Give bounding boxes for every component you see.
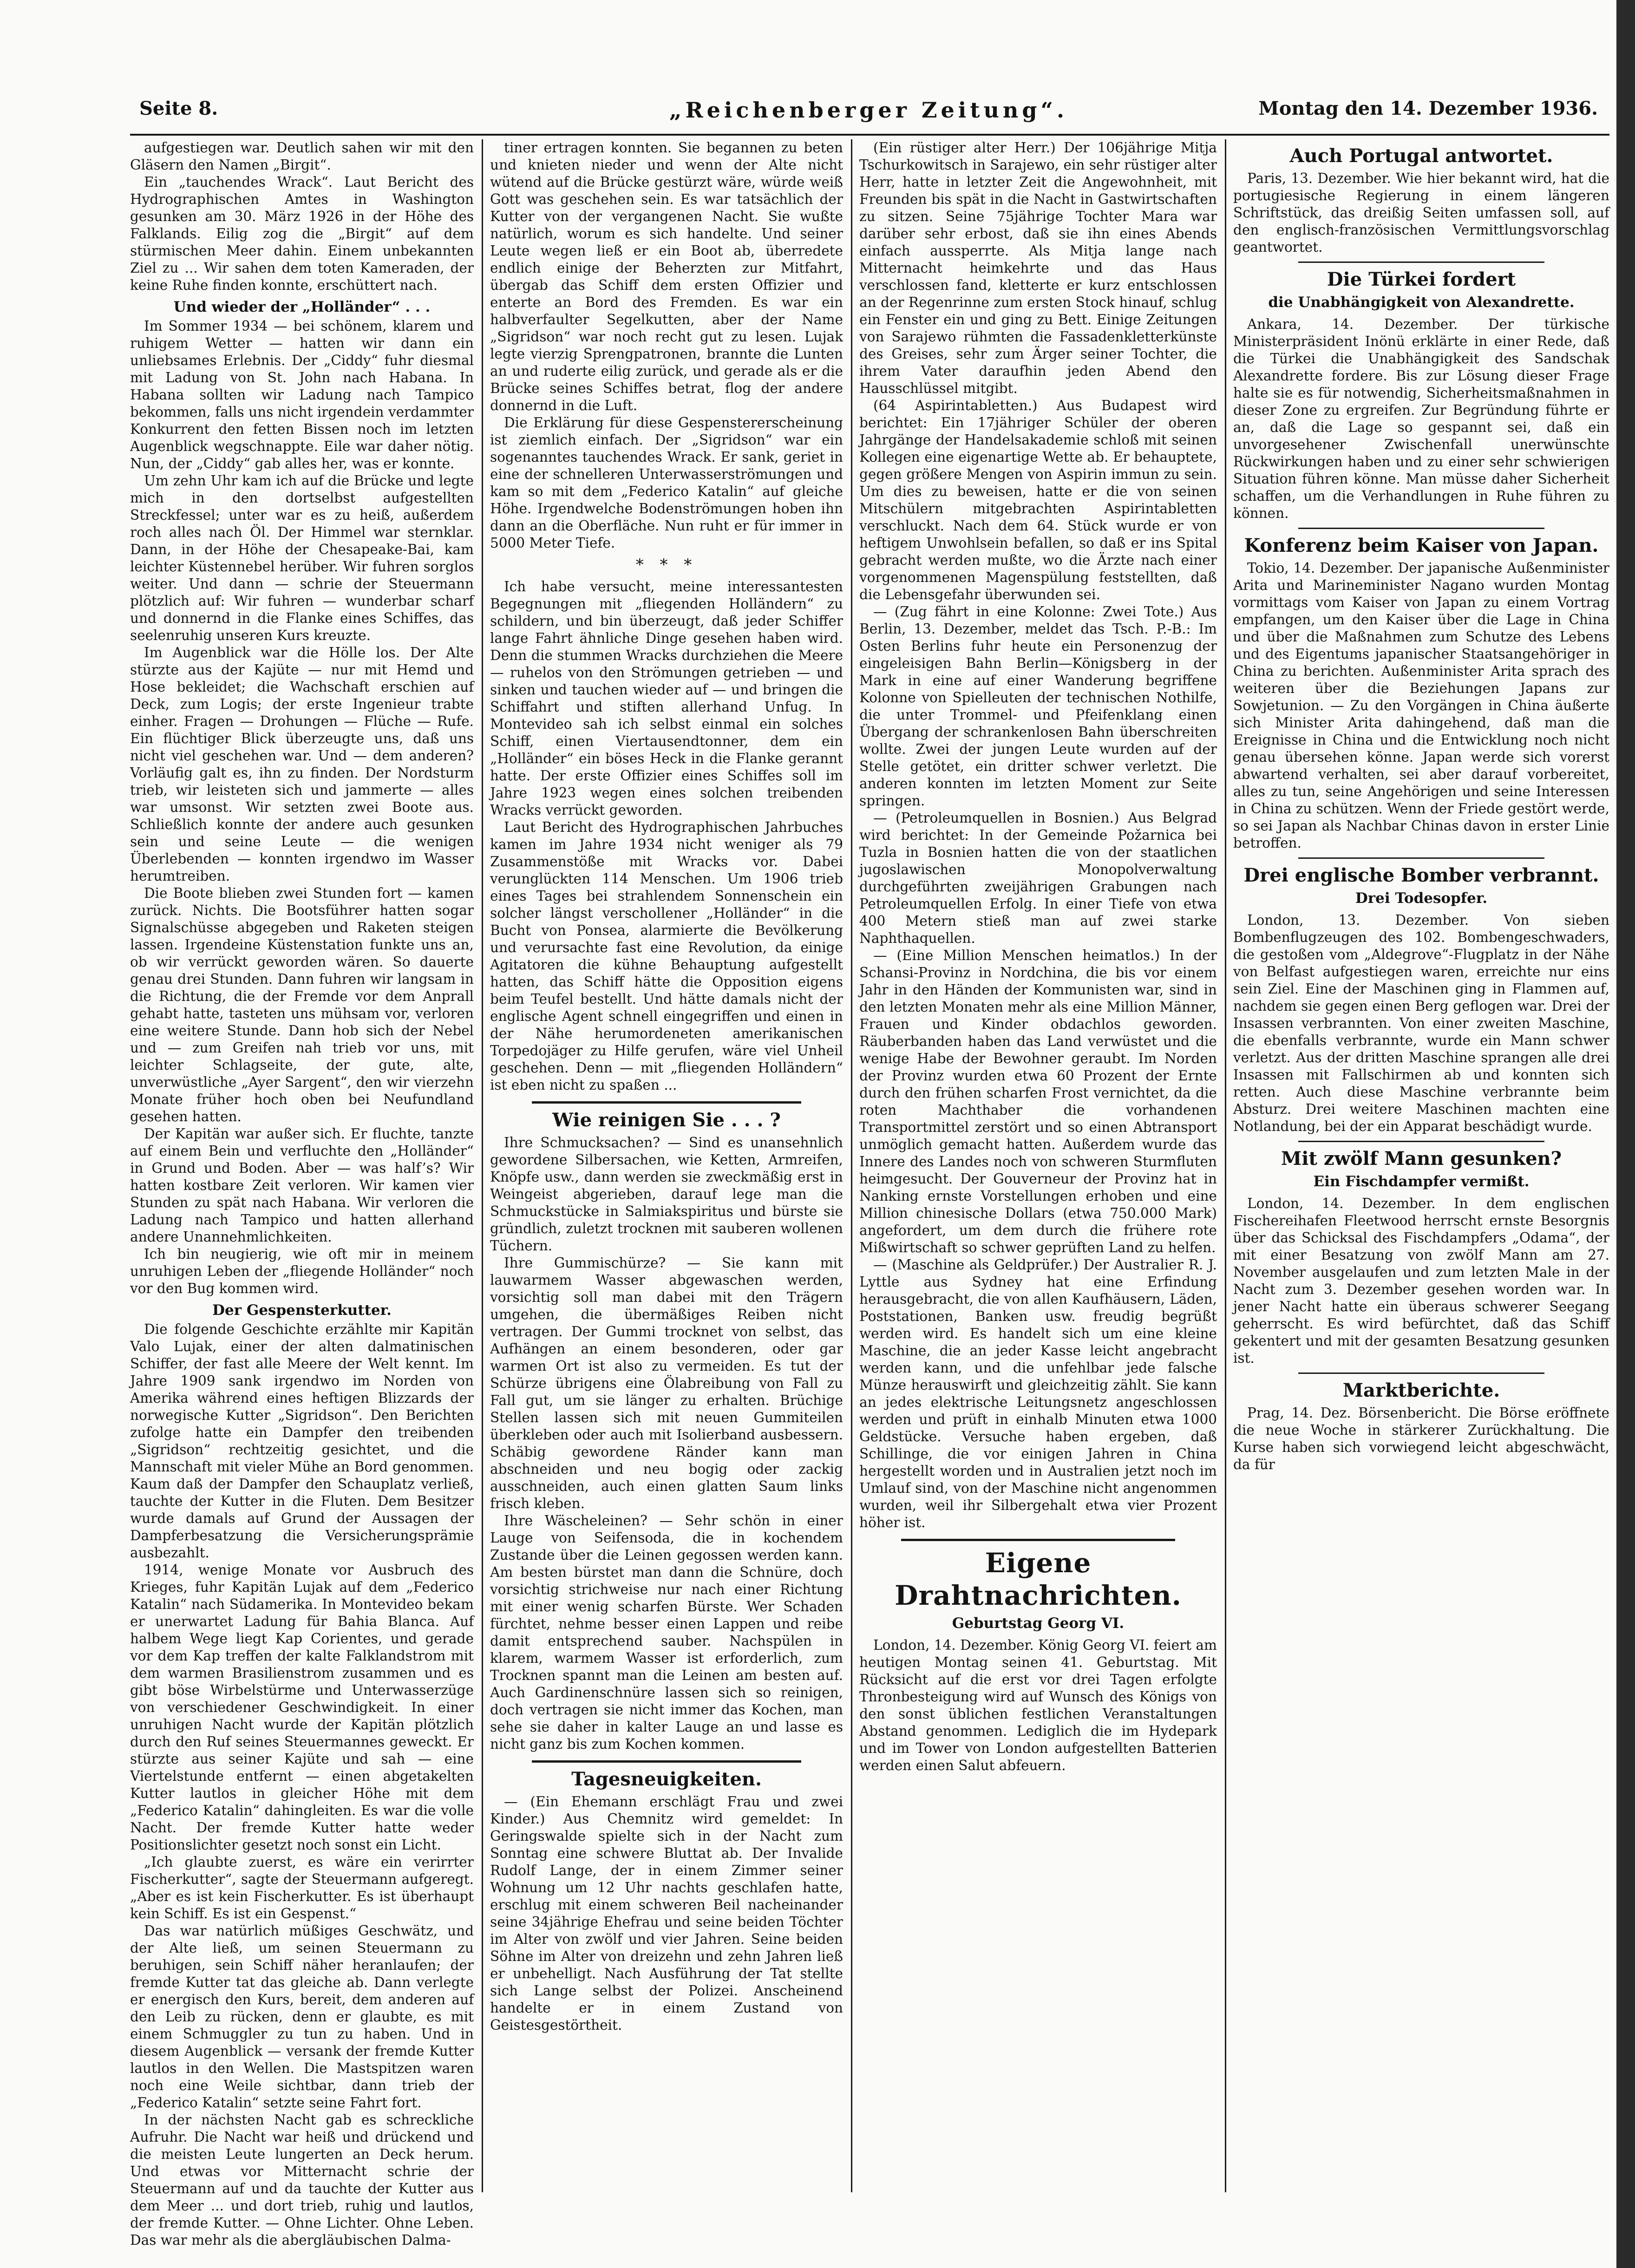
article-paragraph: Ein „tauchendes Wrack“. Laut Bericht des Hydrographischen Amtes in Washington gesunken am 30. März 1926 in der Höhe des Falklands. Eilig zog die „Birgit“ auf dem stürmischen Meer dahin. Einem unbekannten Ziel zu ... Wir sahen dem toten Kameraden, der keine Ruhe finden konnte, erschüttert nach. [130, 174, 474, 293]
article-paragraph: Paris, 13. Dezember. Wie hier bekannt wird, hat die portugiesische Regierung in einem längeren Schriftstück, das dreißig Seiten umfassen soll, auf den englisch-französischen Vermittlungsvorschlag geantwortet. [1233, 170, 1609, 255]
article-paragraph: Die folgende Geschichte erzählte mir Kapitän Valo Lujak, einer der alten dalmatinischen Schiffer, der fast alle Meere der Welt kennt. Im Jahre 1909 sank irgendwo im Norden von Amerika während eines heftigen Blizzards der norwegische Kutter „Sigridson“. Den Berichten zufolge hatte ein Dampfer den treibenden „Sigridson“ rechtzeitig gesichtet, und die Mannschaft mit vieler Mühe an Bord genommen. Kaum daß der Dampfer den Schauplatz verließ, tauchte der Kutter in die Fluten. Dem Besitzer wurde damals auf Grund der Aussagen der Dampferbesatzung die Versicherungsprämie ausbezahlt. [130, 1321, 474, 1561]
article-paragraph: Prag, 14. Dez. Börsenbericht. Die Börse eröffnete die neue Woche in stärkerer Zurückhaltung. Die Kurse haben sich vorwiegend leicht abgeschwächt, da für [1233, 1405, 1609, 1472]
article-separator [532, 1760, 801, 1763]
article-headline: Tagesneuigkeiten. [571, 1768, 762, 1790]
column-divider [1225, 139, 1226, 2192]
article-separator [1298, 261, 1544, 263]
article-paragraph: Ihre Gummischürze? — Sie kann mit lauwarmem Wasser abgewaschen werden, vorsichtig soll man dabei mit den Trägern umgehen, die übermäßiges Reiben nicht vertragen. Der Gummi trocknet von selbst, das Aufhängen an einem besonderen, oder gar warmen Ort ist also zu vermeiden. Es tut der Schürze übrigens eine Ölabreibung von Fall zu Fall gut, um sie länger zu erhalten. Brüchige Stellen lassen sich mit neuen Gummiteilen überkleben oder auch mit Isolierband ausbessern. Schäbig gewordene Ränder kann man abschneiden und neu bogig oder zackig ausschneiden, auch einen glatten Saum links frisch kleben. [490, 1255, 843, 1511]
page-number: Seite 8. [139, 98, 218, 119]
article-paragraph: — (Zug fährt in eine Kolonne: Zwei Tote.) Aus Berlin, 13. Dezember, meldet das Tsch. P.-B.: Im Osten Berlins fuhr heute ein Personenzug der eingeleisigen Bahn Berlin—Königsberg in der Mark in eine auf einer Wanderung begriffene Kolonne von Spielleuten der technischen Nothilfe, die unter Trommel- und Pfeifenklang einen Übergang der schrankenlosen Bahn überschreiten wollte. Zwei der jungen Leute wurden auf der Stelle getötet, ein dritter schwer verletzt. Die anderen konnten im letzten Moment zur Seite springen. [859, 604, 1217, 809]
article-paragraph: (64 Aspirintabletten.) Aus Budapest wird berichtet: Ein 17jähriger Schüler der oberen Jahrgänge der Handelsakademie schloß mit seinen Kollegen eine eigenartige Wette ab. Er behauptete, gegen größere Mengen von Aspirin immun zu sein. Um dies zu beweisen, hatte er die von seinen Mitschülern mitgebrachten Aspirintabletten verschluckt. Nach dem 64. Stück wurde er von heftigem Unwohlsein befallen, so daß er ins Spital gebracht werden mußte, wo die Ärzte nach einer vorgenommenen Magenspülung feststellten, daß die Lebensgefahr überwunden sei. [859, 398, 1217, 602]
article-paragraph: — (Eine Million Menschen heimatlos.) In der Schansi-Provinz in Nordchina, die bis vor einem Jahr in den Händen der Kommunisten war, sind in den letzten Monaten mehr als eine Million Männer, Frauen und Kinder obdachlos geworden. Räuberbanden haben das Land verwüstet und die wenige Habe der Bewohner geraubt. Im Norden der Provinz wurden etwa 60 Prozent der Ernte durch den frühen scharfen Frost vernichtet, da die roten Machthaber die vorhandenen Transportmittel zerstört und so einen Abtransport unmöglich gemacht hatten. Außerdem wurde das Innere des Landes noch von schweren Sturmfluten heimgesucht. Der Gouverneur der Provinz hat in Nanking ernste Vorstellungen erhoben und eine Million chinesische Dollars (etwa 750.000 Mark) angefordert, um dem durch die frühere rote Mißwirtschaft so schwer geprüften Land zu helfen. [859, 948, 1217, 1255]
article-headline: Die Türkei fordert [1327, 268, 1516, 290]
header-rule [130, 134, 1609, 136]
article-paragraph: Ich habe versucht, meine interessantesten Begegnungen mit „fliegenden Holländern“ zu schildern, und bin überzeugt, daß jeder Schiffer lange Fahrt ähnliche Dinge gesehen haben wird. Denn die stummen Wracks durchziehen die Meere — ruhelos von den Strömungen getrieben — und sinken und tauchen wieder auf — und bringen die Schiffahrt und stiften allerhand Unfug. In Montevideo sah ich selbst einmal ein solches Schiff, einen Viertausendtonner, dem ein „Holländer“ ein böses Heck in die Flanke gerannt hatte. Der erste Offizier eines Schiffes soll im Jahre 1923 wegen eines solchen treibenden Wracks verrückt geworden. [490, 579, 843, 818]
article-paragraph: Im Augenblick war die Hölle los. Der Alte stürzte aus der Kajüte — nur mit Hemd und Hose bekleidet; die Wachschaft erschien auf Deck, zum Logis; der erste Ingenieur trabte einher. Fragen — Drohungen — Flüche — Rufe. Ein flüchtiger Blick überzeugte uns, daß uns nicht viel geschehen war. Und — dem anderen? Vorläufig galt es, ihn zu finden. Der Nordsturm trieb, wir leisteten sich und jammerte — alles war umsonst. Wir setzten zwei Boote aus. Schließlich konnte der andere auch gesunken sein und seine Leute — die wenigen Überlebenden — konnten irgendwo im Wasser herumtreiben. [130, 645, 474, 884]
article-separator [1298, 1373, 1544, 1374]
article-headline: Marktberichte. [1342, 1379, 1500, 1401]
column-2 [490, 139, 843, 2192]
article-paragraph: aufgestiegen war. Deutlich sahen wir mit den Gläsern den Namen „Birgit“. [130, 140, 474, 173]
issue-date: Montag den 14. Dezember 1936. [1258, 98, 1598, 119]
section-divider-stars: * * * [635, 556, 698, 574]
page-header [139, 98, 1598, 130]
article-paragraph: London, 14. Dezember. König Georg VI. feiert am heutigen Montag seinen 41. Geburtstag. Mit Rücksicht auf die erst vor drei Tagen erfolgte Thronbesteigung wird auf Wunsch des Königs von den sonst üblichen festlichen Veranstaltungen Abstand genommen. Lediglich die im Hydepark und im Tower von London aufgestellten Batterien werden einen Salut abfeuern. [859, 1637, 1217, 1773]
article-paragraph: Ich bin neugierig, wie oft mir in meinem unruhigen Leben der „fliegende Holländer“ noch vor den Bug kommen wird. [130, 1246, 474, 1296]
article-headline: Auch Portugal antwortet. [1289, 145, 1553, 167]
article-subheadline: die Unabhängigkeit von Alexandrette. [1268, 294, 1575, 311]
column-divider [482, 139, 483, 2192]
newspaper-name: „Reichenberger Zeitung“. [669, 98, 1068, 123]
article-paragraph: Das war natürlich müßiges Geschwätz, und der Alte ließ, um seinen Steuermann zu beruhigen, sein Schiff näher heranlaufen; der fremde Kutter tat das gleiche ab. Dann verlegte er energisch den Kurs, bereit, dem anderen auf den Leib zu rücken, denn er glaubte, es mit einem Schmuggler zu tun zu haben. Und in diesem Augenblick — versank der fremde Kutter lautlos in den Wellen. Die Mastspitzen waren noch eine Weile sichtbar, dann trieb der „Federico Katalin“ setzte seine Fahrt fort. [130, 1923, 474, 2111]
article-paragraph: Laut Bericht des Hydrographischen Jahrbuches kamen im Jahre 1934 nicht weniger als 79 Zusammenstöße mit Wracks vor. Dabei verunglückten 114 Menschen. Um 1906 trieb eines Tages bei strahlendem Sonnenschein ein solcher längst verschollener „Holländer“ in die Bucht von Ponsea, alarmierte die Bevölkerung und verursachte fast eine Revolution, da einige Agitatoren die kühne Behauptung aufgestellt hatten, das Schiff hätte die Opposition eigens beim Teufel bestellt. Und hätte damals nicht der englische Agent schnell eingegriffen und einen in der Nähe herumordeneten amerikanischen Torpedojäger zu Hilfe gerufen, wäre viel Unheil geschehen. Denn — mit „fliegenden Holländern“ ist eben nicht zu spaßen ... [490, 819, 843, 1093]
article-subheadline: Ein Fischdampfer vermißt. [1313, 1173, 1530, 1190]
article-paragraph: Ankara, 14. Dezember. Der türkische Ministerpräsident Inönü erklärte in einer Rede, daß die Türkei die Unabhängigkeit des Sandschak Alexandrette fordere. Bis zur Lösung dieser Frage halte sie es für notwendig, Sicherheitsmaßnahmen in dieser Zone zu ergreifen. Zur Begründung führte er an, daß die Lage so gespannt sei, daß ein unvorgesehener Zwischenfall unerwünschte Rückwirkungen haben und zu einer sehr schwierigen Situation führen könne. Man müsse daher Sicherheit schaffen, um die Verhandlungen in Ruhe führen zu können. [1233, 316, 1609, 521]
article-paragraph: — (Petroleumquellen in Bosnien.) Aus Belgrad wird berichtet: In der Gemeinde Požarnica bei Tuzla in Bosnien hatten die von der staatlichen jugoslawischen Monopolverwaltung durchgeführten zweijährigen Grabungen nach Petroleumquellen Erfolg. In einer Tiefe von etwa 400 Metern stieß man auf zwei starke Naphthaquellen. [859, 810, 1217, 946]
article-paragraph: 1914, wenige Monate vor Ausbruch des Krieges, fuhr Kapitän Lujak auf dem „Federico Katalin“ nach Südamerika. In Montevideo bekam er unerwartet Ladung für Bahia Blanca. Auf halbem Wege liegt Kap Corientes, und gerade vor dem Kap treffen der kalte Falklandstrom mit dem warmen Brasilienstrom zusammen und es gibt böse Wirbelstürme und Unterwasserzüge von verschiedener Geschwindigkeit. In einer unruhigen Nacht wurde der Kapitän plötzlich durch den Ruf seines Steuermannes geweckt. Er stürzte aus seiner Kajüte und sah — eine Viertelstunde entfernt — einen abgetakelten Kutter lautlos in gleicher Höhe mit dem „Federico Katalin“ dahingleiten. Es war die volle Nacht. Der fremde Kutter hatte weder Positionslichter gesetzt noch sonst ein Licht. [130, 1562, 474, 1853]
article-paragraph: „Ich glaubte zuerst, es wäre ein verirrter Fischerkutter“, sagte der Steuermann aufgeregt. „Aber es ist kein Fischerkutter. Es ist überhaupt kein Schiff. Es ist ein Gespenst.“ [130, 1854, 474, 1922]
article-paragraph: Die Erklärung für diese Gespenstererscheinung ist ziemlich einfach. Der „Sigridson“ war ein sogenanntes tauchendes Wrack. Er sank, geriet in eine der schnelleren Unterwasserströmungen und kam so mit dem „Federico Katalin“ auf gleiche Höhe. Irgendwelche Bodenströmungen hoben ihn dann an die Oberfläche. Nun ruht er für immer in 5000 Meter Tiefe. [490, 415, 843, 551]
article-paragraph: Im Sommer 1934 — bei schönem, klarem und ruhigem Wetter — hatten wir dann ein unliebsames Erlebnis. Der „Ciddy“ fuhr diesmal mit Ladung von St. John nach Habana. In Habana sollten wir Ladung nach Tampico bekommen, falls uns nicht irgendein verdammter Konkurrent den fetten Bissen noch im letzten Augenblick wegschnappte. Eile war daher nötig. Nun, der „Ciddy“ gab alles her, was er konnte. [130, 318, 474, 471]
article-paragraph: London, 13. Dezember. Von sieben Bombenflugzeugen des 102. Bombengeschwaders, die gestoßen vom „Aldegrove“-Flugplatz in der Nähe von Belfast aufgestiegen waren, erreichte nur eins sein Ziel. Eine der Maschinen ging in Flammen auf, nachdem sie gegen einen Berg geflogen war. Drei der Insassen verbrannten. Von einer zweiten Maschine, die ebenfalls verbrannte, wurde ein Mann schwer verletzt. Aus der dritten Maschine sprangen alle drei Insassen mit Fallschirmen ab und konnten sich retten. Auch diese Maschine verbrannte beim Absturz. Drei weitere Maschinen machten eine Notlandung, bei der ein Apparat beschädigt wurde. [1233, 912, 1609, 1134]
article-separator [1298, 857, 1544, 859]
section-masthead: Eigene Drahtnachrichten. [895, 1547, 1182, 1611]
scan-edge [1616, 0, 1635, 2268]
article-subheadline: Geburtstag Georg VI. [952, 1615, 1125, 1632]
article-headline: Konferenz beim Kaiser von Japan. [1244, 535, 1599, 556]
article-paragraph: Ihre Wäscheleinen? — Sehr schön in einer Lauge von Seifensoda, die in kochendem Zustande über die Leinen gegossen werden kann. Am besten bürstet man dann die Schnüre, doch vorsichtig strichweise nur nach einer Richtung mit einer wenig scharfen Bürste. Wer Schaden fürchtet, nehme besser einen Lappen und reibe damit entsprechend sauber. Nachspülen in klarem, warmem Wasser ist erforderlich, zum Trocknen spannt man die Leinen am besten auf. Auch Gardinenschnüre lassen sich so reinigen, doch vertragen sie nicht immer das Kochen, man sehe sie daher in kalter Lauge an und lasse es nicht ganz bis zum Kochen kommen. [490, 1513, 843, 1752]
article-headline: Mit zwölf Mann gesunken? [1281, 1148, 1562, 1170]
section-heading: Der Gespensterkutter. [212, 1302, 392, 1319]
article-headline: Wie reinigen Sie . . . ? [552, 1109, 781, 1131]
article-paragraph: tiner ertragen konnten. Sie begannen zu beten und knieten nieder und wenn der Alte nicht wütend auf die Brücke gestürzt wäre, würde weiß Gott was geschehen sein. Es war tatsächlich der Kutter von der vergangenen Nacht. Sie wußte natürlich, worum es sich handelte. Und seiner Leute wegen ließ er ein Boot ab, überredete endlich einige der Beherzten zur Mitfahrt, übergab das Schiff dem ersten Offizier und enterte an Bord des Fremden. Es war ein halbverfaulter Segelkutten, aber der Name „Sigridson“ war noch recht gut zu lesen. Lujak legte vierzig Sprengpatronen, brannte die Lunten an und ruderte eilig zurück, und gerade als er die Brücke seines Schiffes betrat, flog der andere donnernd in die Luft. [490, 140, 843, 413]
article-paragraph: Tokio, 14. Dezember. Der japanische Außenminister Arita und Marineminister Nagano wurden Montag vormittags vom Kaiser von Japan zu einem Vortrag empfangen, um den Kaiser über die Lage in China und über die Maßnahmen zum Schutze des Lebens und des Eigentums japanischer Staatsangehöriger in China zu berichten. Außenminister Arita sprach des weiteren über die Beziehungen Japans zur Sowjetunion. — Zu den Vorgängen in China äußerte sich Minister Arita dahingehend, daß man die Ereignisse in China und die Entwicklung noch nicht genau übersehen könne. Japan werde sich vorerst abwartend verhalten, sei aber darauf vorbereitet, alles zu tun, seine Angehörigen und seine Interessen in China zu schützen. Wenn der Friede gestört werde, so sei Japan als Nachbar Chinas davon in erster Linie betroffen. [1233, 560, 1609, 851]
article-separator [532, 1101, 801, 1104]
article-subheadline: Drei Todesopfer. [1355, 890, 1488, 907]
article-separator [901, 1539, 1175, 1541]
article-paragraph: London, 14. Dezember. In dem englischen Fischereihafen Fleetwood herrscht ernste Besorgnis über das Schicksal des Fischdampfers „Odama“, der mit einer Besatzung von zwölf Mann am 27. November ausgelaufen und zum letzten Male in der Nacht zum 3. Dezember gesehen worden war. In jener Nacht hatte ein überaus schwerer Seegang geherrscht. Es wird befürchtet, daß das Schiff gekentert und mit der gesamten Besatzung gesunken ist. [1233, 1196, 1609, 1366]
article-paragraph: — (Ein Ehemann erschlägt Frau und zwei Kinder.) Aus Chemnitz wird gemeldet: In Geringswalde spielte sich in der Nacht zum Sonntag eine schwere Bluttat ab. Der Invalide Rudolf Lange, der in einem Zimmer seiner Wohnung um 12 Uhr nachts geschlafen hatte, erschlug mit einem schweren Beil nacheinander seine 34jährige Ehefrau und seine beiden Töchter im Alter von zwölf und vier Jahren. Seine beiden Söhne im Alter von dreizehn und zehn Jahren ließ er unbehelligt. Nach Ausführung der Tat stellte sich Lange selbst der Polizei. Anscheinend handelte er in einem Zustand von Geistesgestörtheit. [490, 1794, 843, 2033]
article-separator [1298, 528, 1544, 529]
article-paragraph: In der nächsten Nacht gab es schreckliche Aufruhr. Die Nacht war heiß und drückend und die meisten Leute lungerten an Deck herum. Und etwas vor Mitternacht schrie der Steuermann auf und da tauchte der Kutter aus dem Meer ... und dort trieb, ruhig und lautlos, der fremde Kutter. — Ohne Lichter. Ohne Leben. Das war mehr als die abergläubischen Dalma- [130, 2112, 474, 2248]
section-heading: Und wieder der „Holländer“ . . . [173, 299, 431, 315]
column-3 [859, 139, 1217, 2192]
column-divider [851, 139, 852, 2192]
article-paragraph: Ihre Schmucksachen? — Sind es unansehnlich gewordene Silbersachen, wie Ketten, Armreifen, Knöpfe usw., dann werden sie zweckmäßig erst in Weingeist abgerieben, darauf lege man die Schmuckstücke in Salmiakspiritus und bürste sie gründlich, zuletzt trocknen mit sauberen wollenen Tüchern. [490, 1135, 843, 1254]
article-paragraph: Der Kapitän war außer sich. Er fluchte, tanzte auf einem Bein und verfluchte den „Holländer“ in Grund und Boden. Aber — was half’s? Wir hatten kostbare Zeit verloren. Wir kamen vier Stunden zu spät nach Habana. Wir verloren die Ladung nach Tampico und hatten allerhand andere Unannehmlichkeiten. [130, 1126, 474, 1245]
article-paragraph: — (Maschine als Geldprüfer.) Der Australier R. J. Lyttle aus Sydney hat eine Erfindung herausgebracht, die von allen Kaufhäusern, Läden, Poststationen, Banken usw. freudig begrüßt werden wird. Es handelt sich um eine kleine Maschine, die an jeder Kasse leicht angebracht werden kann, und die unfehlbar jede falsche Münze herauswirft und gleichzeitig zählt. Sie kann an jedes elektrische Leitungsnetz angeschlossen werden und prüft in einhalb Minuten etwa 1000 Geldstücke. Versuche haben ergeben, daß Schillinge, die vor einigen Jahren in China hergestellt worden und in Australien jetzt noch im Umlauf sind, von der Maschine nicht angenommen wurden, weil ihr Silbergehalt etwa vier Prozent höher ist. [859, 1257, 1217, 1530]
column-1 [130, 139, 474, 2248]
column-4 [1233, 139, 1609, 2192]
article-paragraph: (Ein rüstiger alter Herr.) Der 106jährige Mitja Tschurkowitsch in Sarajewo, ein sehr rüstiger alter Herr, hatte in letzter Zeit die Angewohnheit, mit Freunden bis spät in die Nacht in Gastwirtschaften zu sitzen. Seine 75jährige Tochter Mara war darüber sehr erbost, daß sie ihn eines Abends einfach aussperrte. Als Mitja lange nach Mitternacht heimkehrte und das Haus verschlossen fand, kletterte er kurz entschlossen an der Regenrinne zum ersten Stock hinauf, schlug ein Fenster ein und ging zu Bett. Einige Zeitungen von Sarajewo rühmten die Fassadenkletterkünste des Greises, sehr zum Ärger seiner Tochter, die ihrem Vater daraufhin jeden Abend den Hausschlüssel mitgibt. [859, 140, 1217, 396]
article-paragraph: Die Boote blieben zwei Stunden fort — kamen zurück. Nichts. Die Bootsführer hatten sogar Signalschüsse abgegeben und Raketen steigen lassen. Irgendeine Küstenstation funkte uns an, ob wir verrückt geworden wären. So dauerte genau drei Stunden. Dann fuhren wir langsam in die Richtung, die der Fremde vor dem Anprall gehabt hatte, tasteten uns mühsam vor, verloren eine weitere Stunde. Dann hob sich der Nebel und — zum Greifen nah trieb vor uns, mit leichter Schlagseite, der gute, alte, unverwüstliche „Ayer Sargent“, den wir vierzehn Monate früher hoch oben bei Neufundland gesehen hatten. [130, 885, 474, 1124]
article-paragraph: Um zehn Uhr kam ich auf die Brücke und legte mich in den dortselbst aufgestellten Streckfessel; unter war es zu heiß, außerdem roch alles nach Öl. Der Himmel war sternklar. Dann, in der Höhe der Chesapeake-Bai, kam leichter Küstennebel herüber. Wir fuhren sorglos weiter. Und dann — schrie der Steuermann plötzlich auf: Wir fuhren — wunderbar scharf und donnernd in die Flanke eines Schiffes, das seelenruhig unseren Kurs kreuzte. [130, 473, 474, 643]
article-headline: Drei englische Bomber verbrannt. [1243, 864, 1599, 886]
article-separator [1298, 1141, 1544, 1142]
